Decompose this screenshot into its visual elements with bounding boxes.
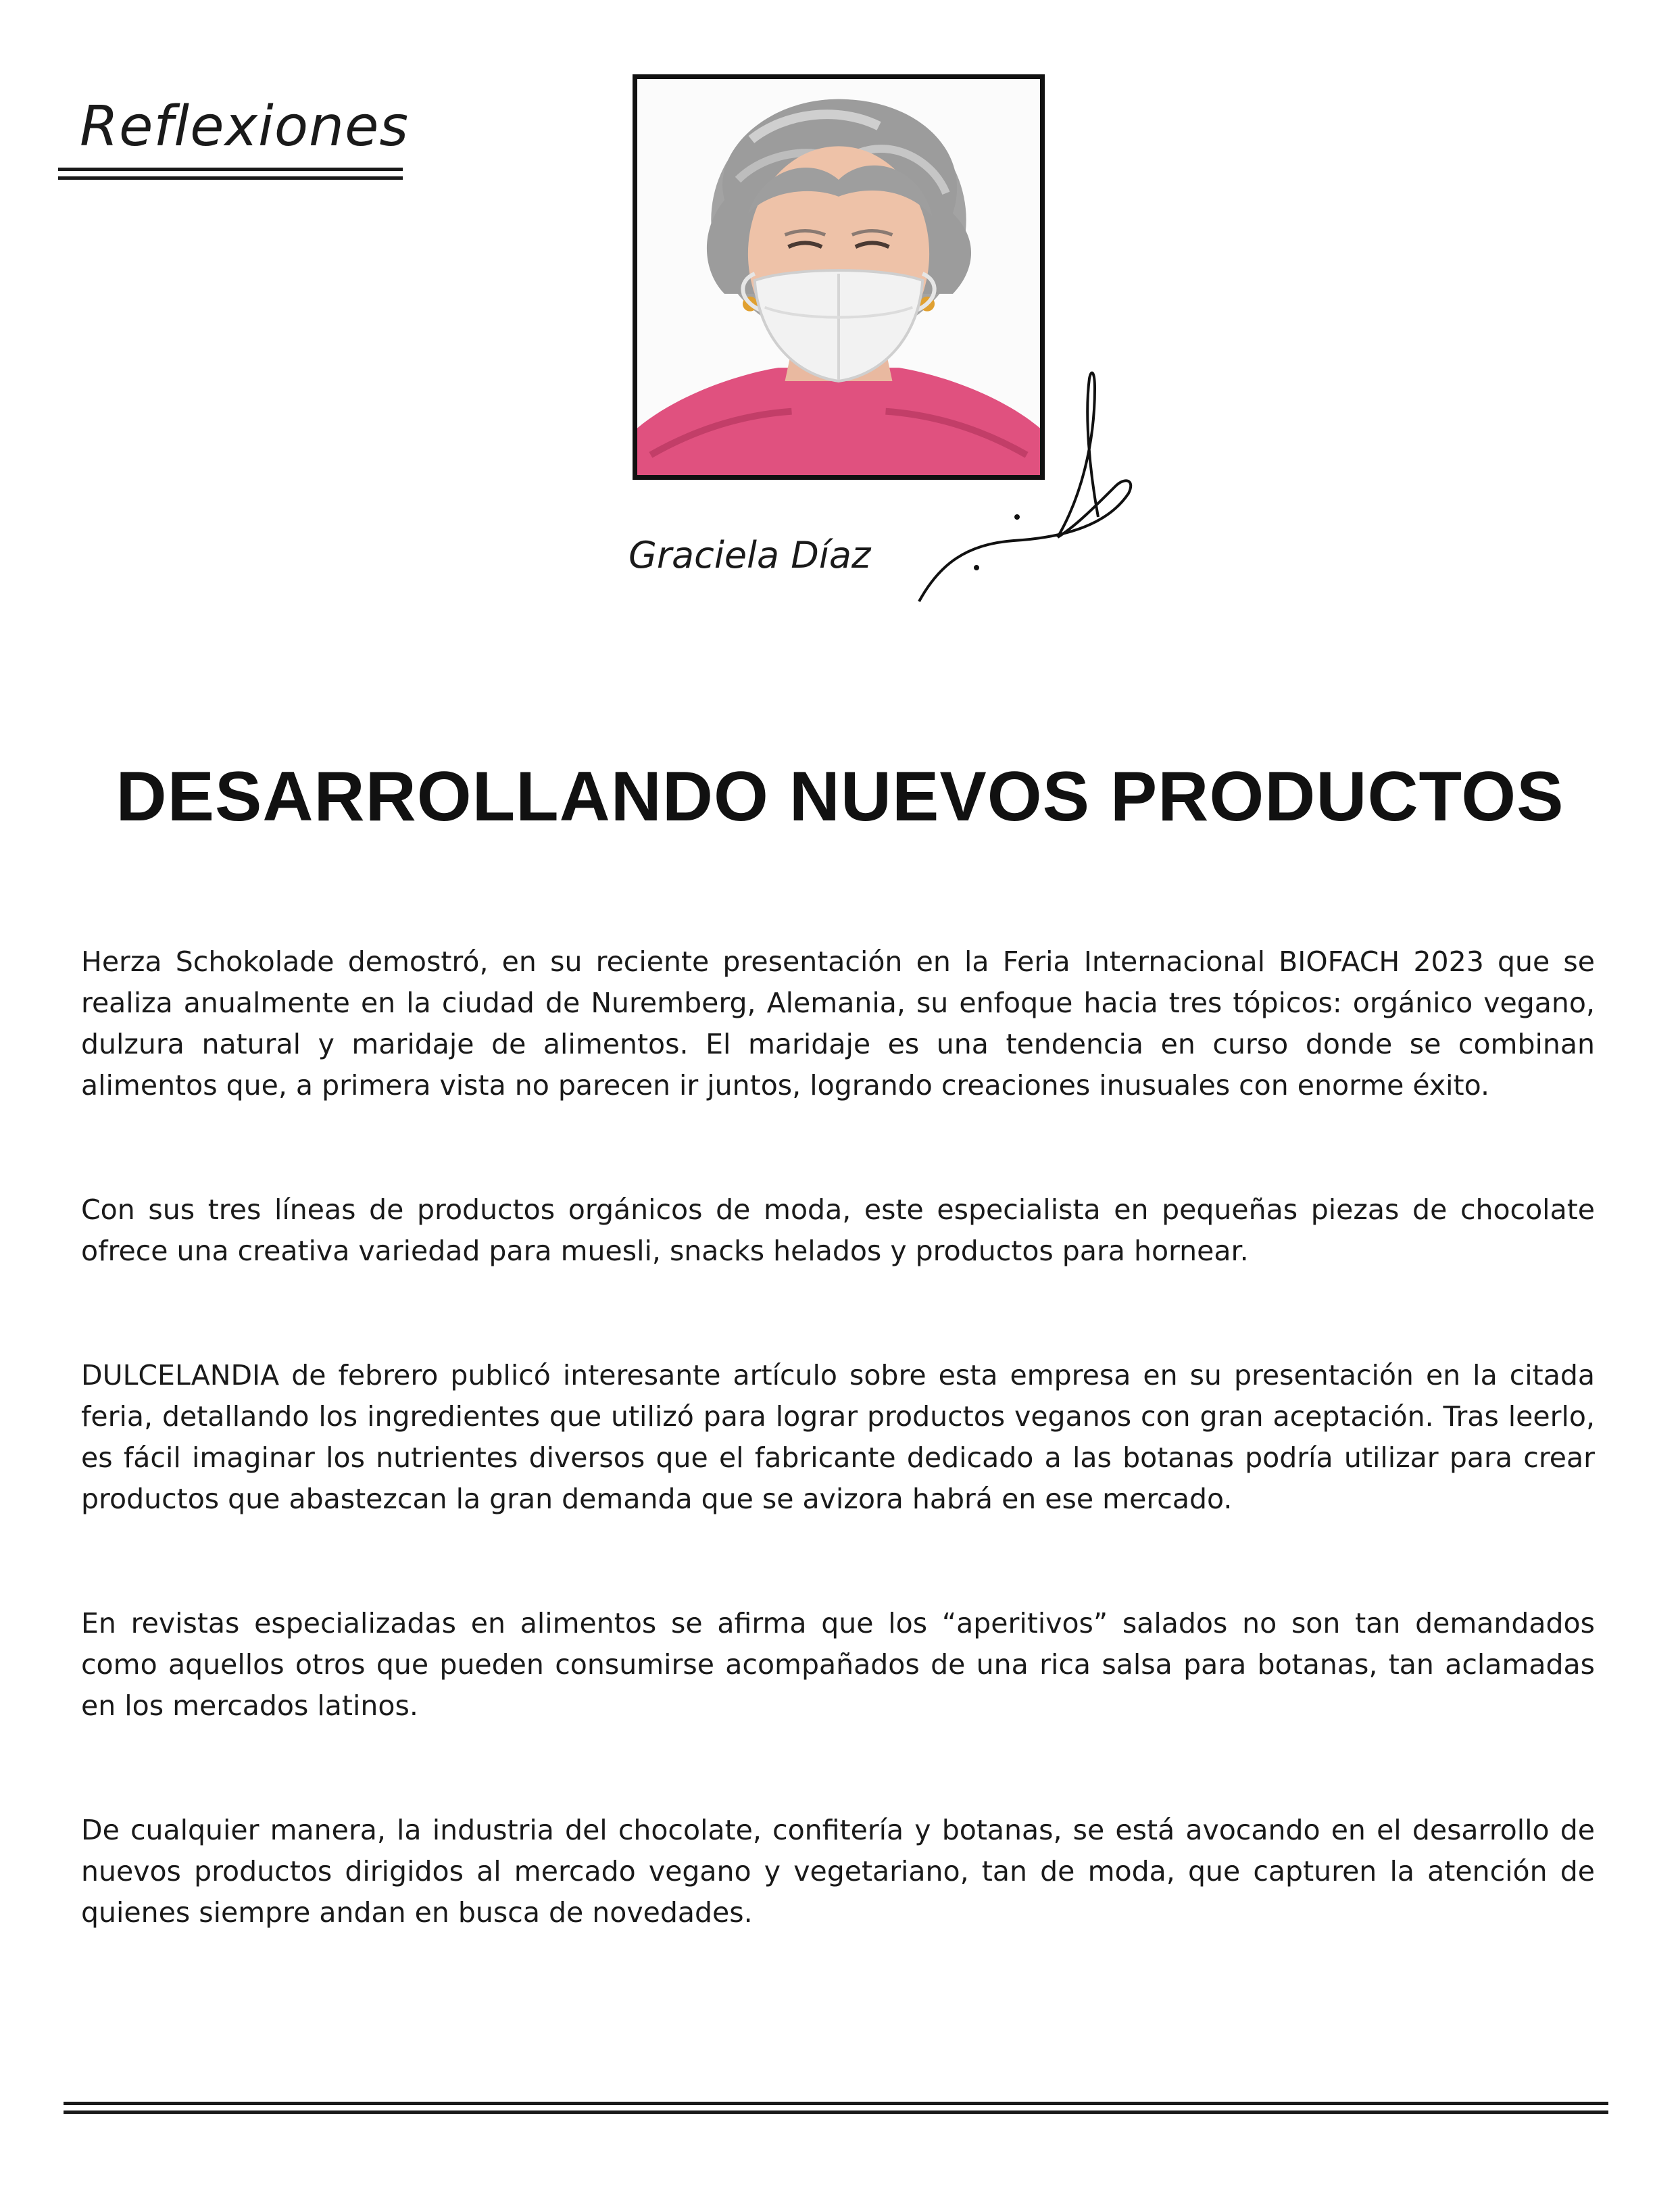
author-name: Graciela Díaz (628, 534, 871, 576)
section-label: Reflexiones (80, 95, 410, 159)
author-signature (912, 362, 1142, 605)
article-title: DESARROLLANDO NUEVOS PRODUCTOS (116, 757, 1564, 836)
article-paragraph: De cualquier manera, la industria del chocolate, confitería y botanas, se está avocando en el desarrollo de nuevos productos dirigidos al mercado vegano y vegetariano, tan de moda, que capturen la atención de quienes siempre andan en busca de novedades. (81, 1814, 1595, 1929)
article-paragraph: En revistas especializadas en alimentos se afirma que los “aperitivos” salados no son tan demandados como aquellos otros que pueden consumirse acompañados de una rica salsa para botanas, tan aclamadas en los mercados latinos. (81, 1607, 1595, 1722)
article-paragraph: Con sus tres líneas de productos orgánicos de moda, este especialista en pequeñas piezas de chocolate ofrece una creativa variedad para muesli, snacks helados y productos para hornear. (81, 1193, 1595, 1267)
article-body (81, 941, 1595, 1933)
article-paragraph: Herza Schokolade demostró, en su reciente presentación en la Feria Internacional BIOFACH 2023 que se realiza anualmente en la ciudad de Nuremberg, Alemania, su enfoque hacia tres tópicos: orgánico vegano, dulzura natural y maridaje de alimentos. El maridaje es una tendencia en curso donde se combinan alimentos que, a primera vista no parecen ir juntos, logrando creaciones inusuales con enorme éxito. (81, 945, 1595, 1102)
article-paragraph: DULCELANDIA de febrero publicó interesante artículo sobre esta empresa en su presentación en la citada feria, detallando los ingredientes que utilizó para lograr productos veganos con gran aceptación. Tras leerlo, es fácil imaginar los nutrientes diversos que el fabricante dedicado a las botanas podría utilizar para crear productos que abastezcan la gran demanda que se avizora habrá en ese mercado. (81, 1359, 1595, 1515)
footer-double-rule (64, 2102, 1608, 2114)
header-double-rule (58, 168, 403, 180)
